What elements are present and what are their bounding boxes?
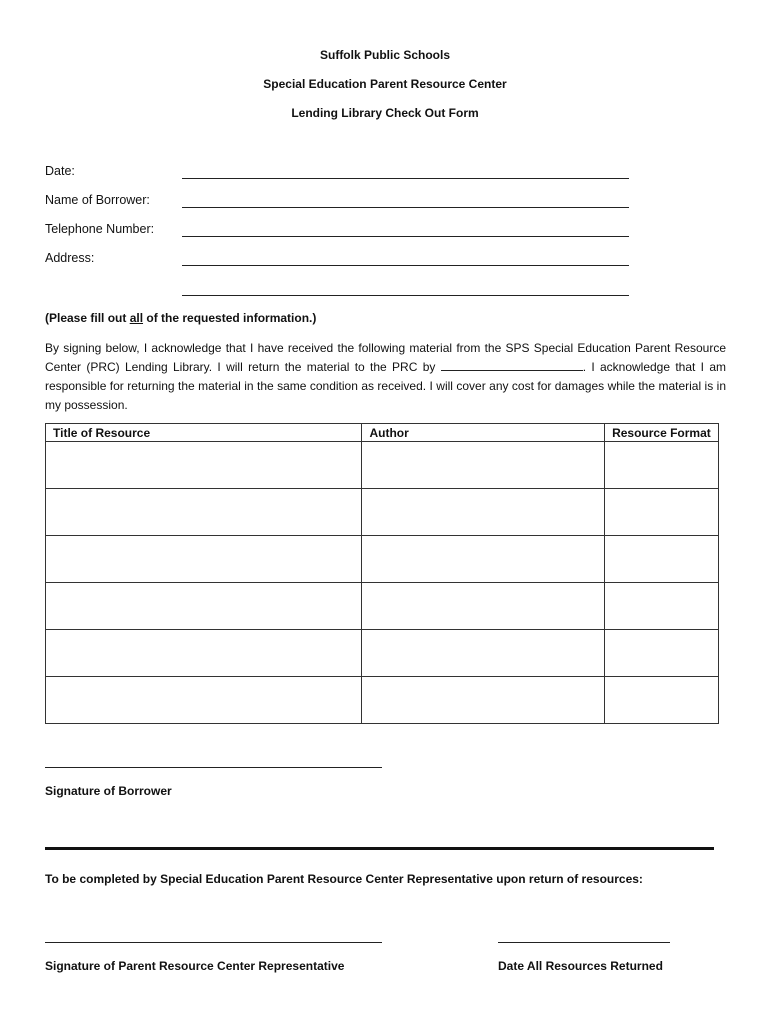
date-returned-label: Date All Resources Returned	[498, 959, 663, 973]
school-name: Suffolk Public Schools	[319, 48, 450, 62]
title-cell[interactable]	[46, 630, 362, 677]
column-header-format: Resource Format	[605, 424, 719, 442]
column-header-author: Author	[362, 424, 605, 442]
center-name: Special Education Parent Resource Center	[263, 77, 507, 91]
resource-table	[45, 423, 719, 724]
format-cell[interactable]	[605, 630, 719, 677]
format-cell[interactable]	[605, 583, 719, 630]
borrower-name-label: Name of Borrower:	[45, 193, 150, 207]
author-cell[interactable]	[362, 442, 605, 489]
format-cell[interactable]	[605, 489, 719, 536]
title-cell[interactable]	[46, 442, 362, 489]
section-divider	[45, 847, 714, 850]
address-label: Address:	[45, 251, 95, 265]
author-cell[interactable]	[362, 536, 605, 583]
borrower-signature-line[interactable]	[45, 767, 382, 768]
date-field[interactable]	[182, 178, 629, 179]
format-cell[interactable]	[605, 536, 719, 583]
table-header-row	[46, 424, 719, 442]
representative-instruction: To be completed by Special Education Parent Resource Center Representative upon return of resources:	[45, 872, 643, 886]
author-cell[interactable]	[362, 677, 605, 724]
date-returned-line[interactable]	[498, 942, 670, 943]
table-row	[46, 442, 719, 489]
table-row	[46, 630, 719, 677]
date-label: Date:	[45, 164, 75, 178]
agreement-text: By signing below, I acknowledge that I have received the following material from the SPS Special Education Parent Resource Center (PRC) Lending Library. I will return the material to the PRC by	[45, 341, 726, 374]
telephone-field[interactable]	[182, 236, 629, 237]
note-emphasis: all	[129, 311, 144, 325]
form-title: Lending Library Check Out Form	[291, 106, 479, 120]
telephone-label: Telephone Number:	[45, 222, 155, 236]
representative-signature-line[interactable]	[45, 942, 382, 943]
author-cell[interactable]	[362, 583, 605, 630]
author-cell[interactable]	[362, 489, 605, 536]
representative-signature-label: Signature of Parent Resource Center Representative	[45, 959, 345, 973]
title-cell[interactable]	[46, 536, 362, 583]
author-cell[interactable]	[362, 630, 605, 677]
format-cell[interactable]	[605, 677, 719, 724]
agreement-text-end: . I acknowledge that I am responsible for returning the material in the same condition as received. I will cover any cost for damages while the material is in my possession.	[45, 360, 726, 412]
return-date-field[interactable]	[441, 359, 583, 371]
note-text-end: of the requested information.)	[143, 311, 317, 325]
note-text: (Please fill out	[45, 311, 130, 325]
address-field-line1[interactable]	[182, 265, 629, 266]
format-cell[interactable]	[605, 442, 719, 489]
fill-instruction	[45, 311, 316, 325]
table-row	[46, 489, 719, 536]
title-cell[interactable]	[46, 677, 362, 724]
title-cell[interactable]	[46, 583, 362, 630]
title-cell[interactable]	[46, 489, 362, 536]
table-row	[46, 583, 719, 630]
borrower-signature-label: Signature of Borrower	[45, 784, 172, 798]
borrower-name-field[interactable]	[182, 207, 629, 208]
table-row	[46, 677, 719, 724]
address-field-line2[interactable]	[182, 295, 629, 296]
agreement-paragraph	[45, 339, 726, 415]
column-header-title: Title of Resource	[46, 424, 362, 442]
table-row	[46, 536, 719, 583]
